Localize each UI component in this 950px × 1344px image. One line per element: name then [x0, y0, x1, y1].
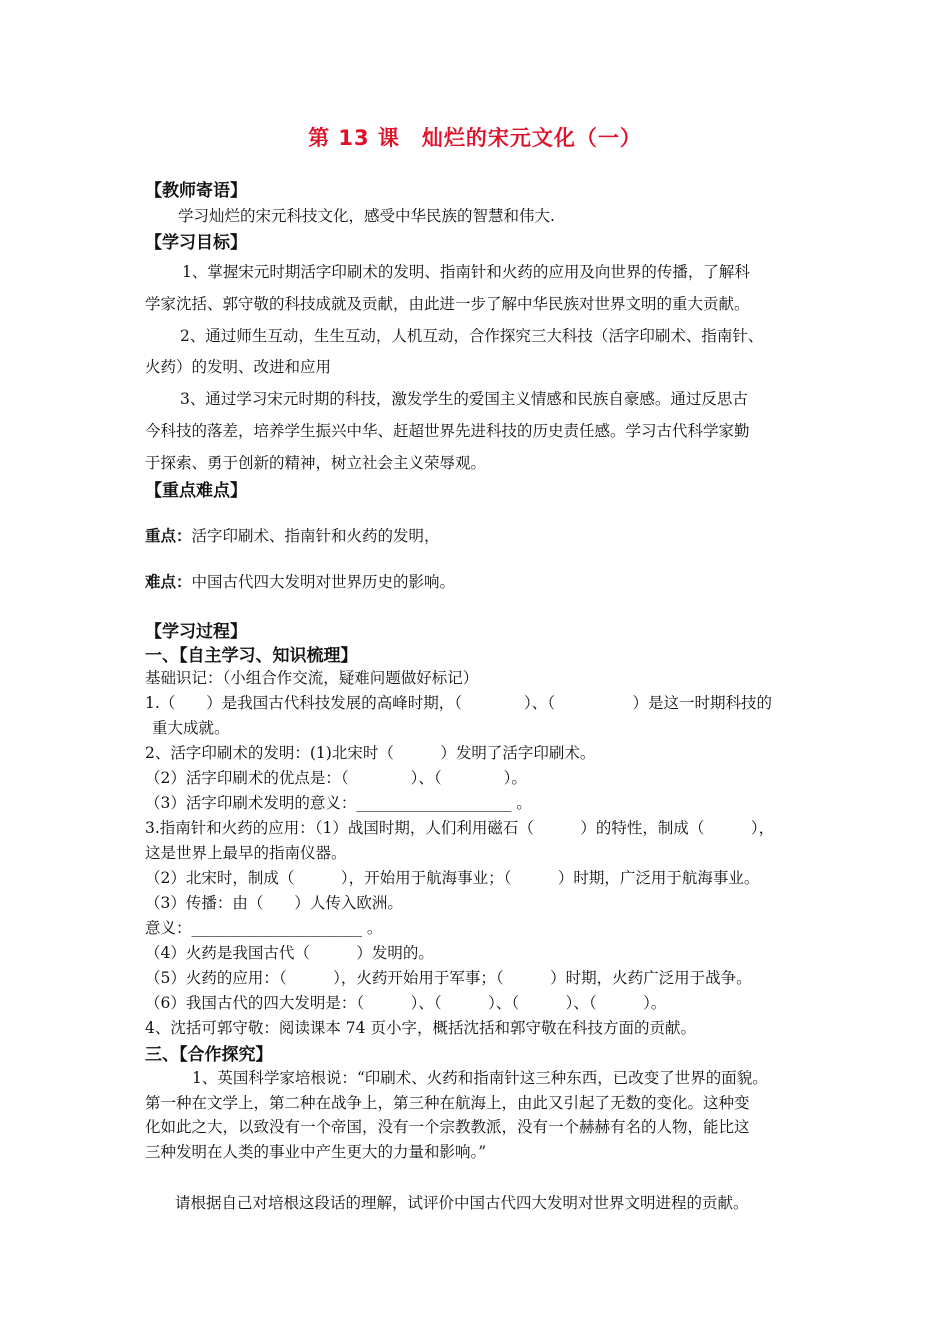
quote-line4: 三种发明在人类的事业中产生更大的力量和影响。” — [145, 1143, 487, 1161]
page-title: 第 13 课 灿烂的宋元文化（一） — [308, 126, 642, 150]
question2-2: （2）活字印刷术的优点是：（ ）、（ ）。 — [145, 769, 527, 787]
goal3-line1: 3、通过学习宋元时期的科技，激发学生的爱国主义情感和民族自豪感。通过反思古 — [180, 390, 748, 408]
process-heading: 【学习过程】 — [145, 622, 247, 642]
section3-heading: 三、【合作探究】 — [145, 1045, 273, 1065]
question3-line2: 这是世界上最早的指南仪器。 — [145, 844, 347, 862]
goal2-line1: 2、通过师生互动，生生互动，人机互动，合作探究三大科技（活字印刷术、指南针、 — [180, 327, 764, 345]
question3-3: （3）传播：由（ ）人传入欧洲。 — [145, 894, 403, 912]
basic-recall: 基础识记：（小组合作交流，疑难问题做好标记） — [145, 669, 479, 687]
teacher-heading: 【教师寄语】 — [145, 181, 247, 201]
question4: 4、沈括可郭守敬：阅读课本 74 页小字，概括沈括和郭守敬在科技方面的贡献。 — [145, 1019, 696, 1037]
goal1-line2: 学家沈括、郭守敬的科技成就及贡献，由此进一步了解中华民族对世界文明的重大贡献。 — [145, 295, 750, 313]
teacher-text: 学习灿烂的宋元科技文化，感受中华民族的智慧和伟大. — [178, 207, 555, 225]
quote-line3: 化如此之大，以致没有一个帝国，没有一个宗教教派，没有一个赫赫有名的人物，能比这 — [145, 1118, 750, 1136]
quote-line2: 第一种在文学上，第二种在战争上，第三种在航海上，由此又引起了无数的变化。这种变 — [145, 1094, 750, 1112]
question2: 2、活字印刷术的发明：(1)北宋时（ ）发明了活字印刷术。 — [145, 744, 596, 762]
evaluation-prompt: 请根据自己对培根这段话的理解，试评价中国古代四大发明对世界文明进程的贡献。 — [175, 1194, 749, 1212]
question3-line1: 3.指南针和火药的应用：（1）战国时期，人们利用磁石（ ）的特性，制成（ ）， — [145, 819, 775, 837]
goal3-line2: 今科技的落差，培养学生振兴中华、赶超世界先进科技的历史责任感。学习古代科学家勤 — [145, 422, 750, 440]
question1-line2: 重大成就。 — [152, 719, 230, 737]
key-heading: 【重点难点】 — [145, 481, 247, 501]
quote-line1: 1、英国科学家培根说：“印刷术、火药和指南针这三种东西，已改变了世界的面貌。 — [192, 1069, 768, 1087]
question3-4: （4）火药是我国古代（ ）发明的。 — [145, 944, 434, 962]
section1-heading: 一、【自主学习、知识梳理】 — [145, 646, 358, 666]
difficult-text: 中国古代四大发明对世界历史的影响。 — [191, 573, 456, 591]
goal3-line3: 于探索、勇于创新的精神，树立社会主义荣辱观。 — [145, 454, 487, 472]
question2-3: （3）活字印刷术发明的意义：____________________ 。 — [145, 794, 532, 812]
goals-heading: 【学习目标】 — [145, 233, 247, 253]
question3-2: （2）北宋时，制成（ ），开始用于航海事业；（ ）时期，广泛用于航海事业。 — [145, 869, 760, 887]
goal2-line2: 火药）的发明、改进和应用 — [145, 358, 332, 376]
difficult-label: 难点： — [145, 573, 192, 591]
key-point — [145, 524, 850, 546]
key-label: 重点： — [145, 527, 192, 545]
question3-5: （5）火药的应用：（ ），火药开始用于军事；（ ）时期，火药广泛用于战争。 — [145, 969, 752, 987]
question1-line1: 1.（ ）是我国古代科技发展的高峰时期，（ ）、（ ）是这一时期科技的 — [145, 694, 773, 712]
question3-meaning: 意义：______________________ 。 — [145, 919, 383, 937]
question3-6: （6）我国古代的四大发明是：（ ）、（ ）、（ ）、（ ）。 — [145, 994, 667, 1012]
goal1-line1: 1、掌握宋元时期活字印刷术的发明、指南针和火药的应用及向世界的传播，了解科 — [182, 263, 750, 281]
difficult-point — [145, 570, 850, 592]
key-text: 活字印刷术、指南针和火药的发明， — [191, 527, 440, 545]
